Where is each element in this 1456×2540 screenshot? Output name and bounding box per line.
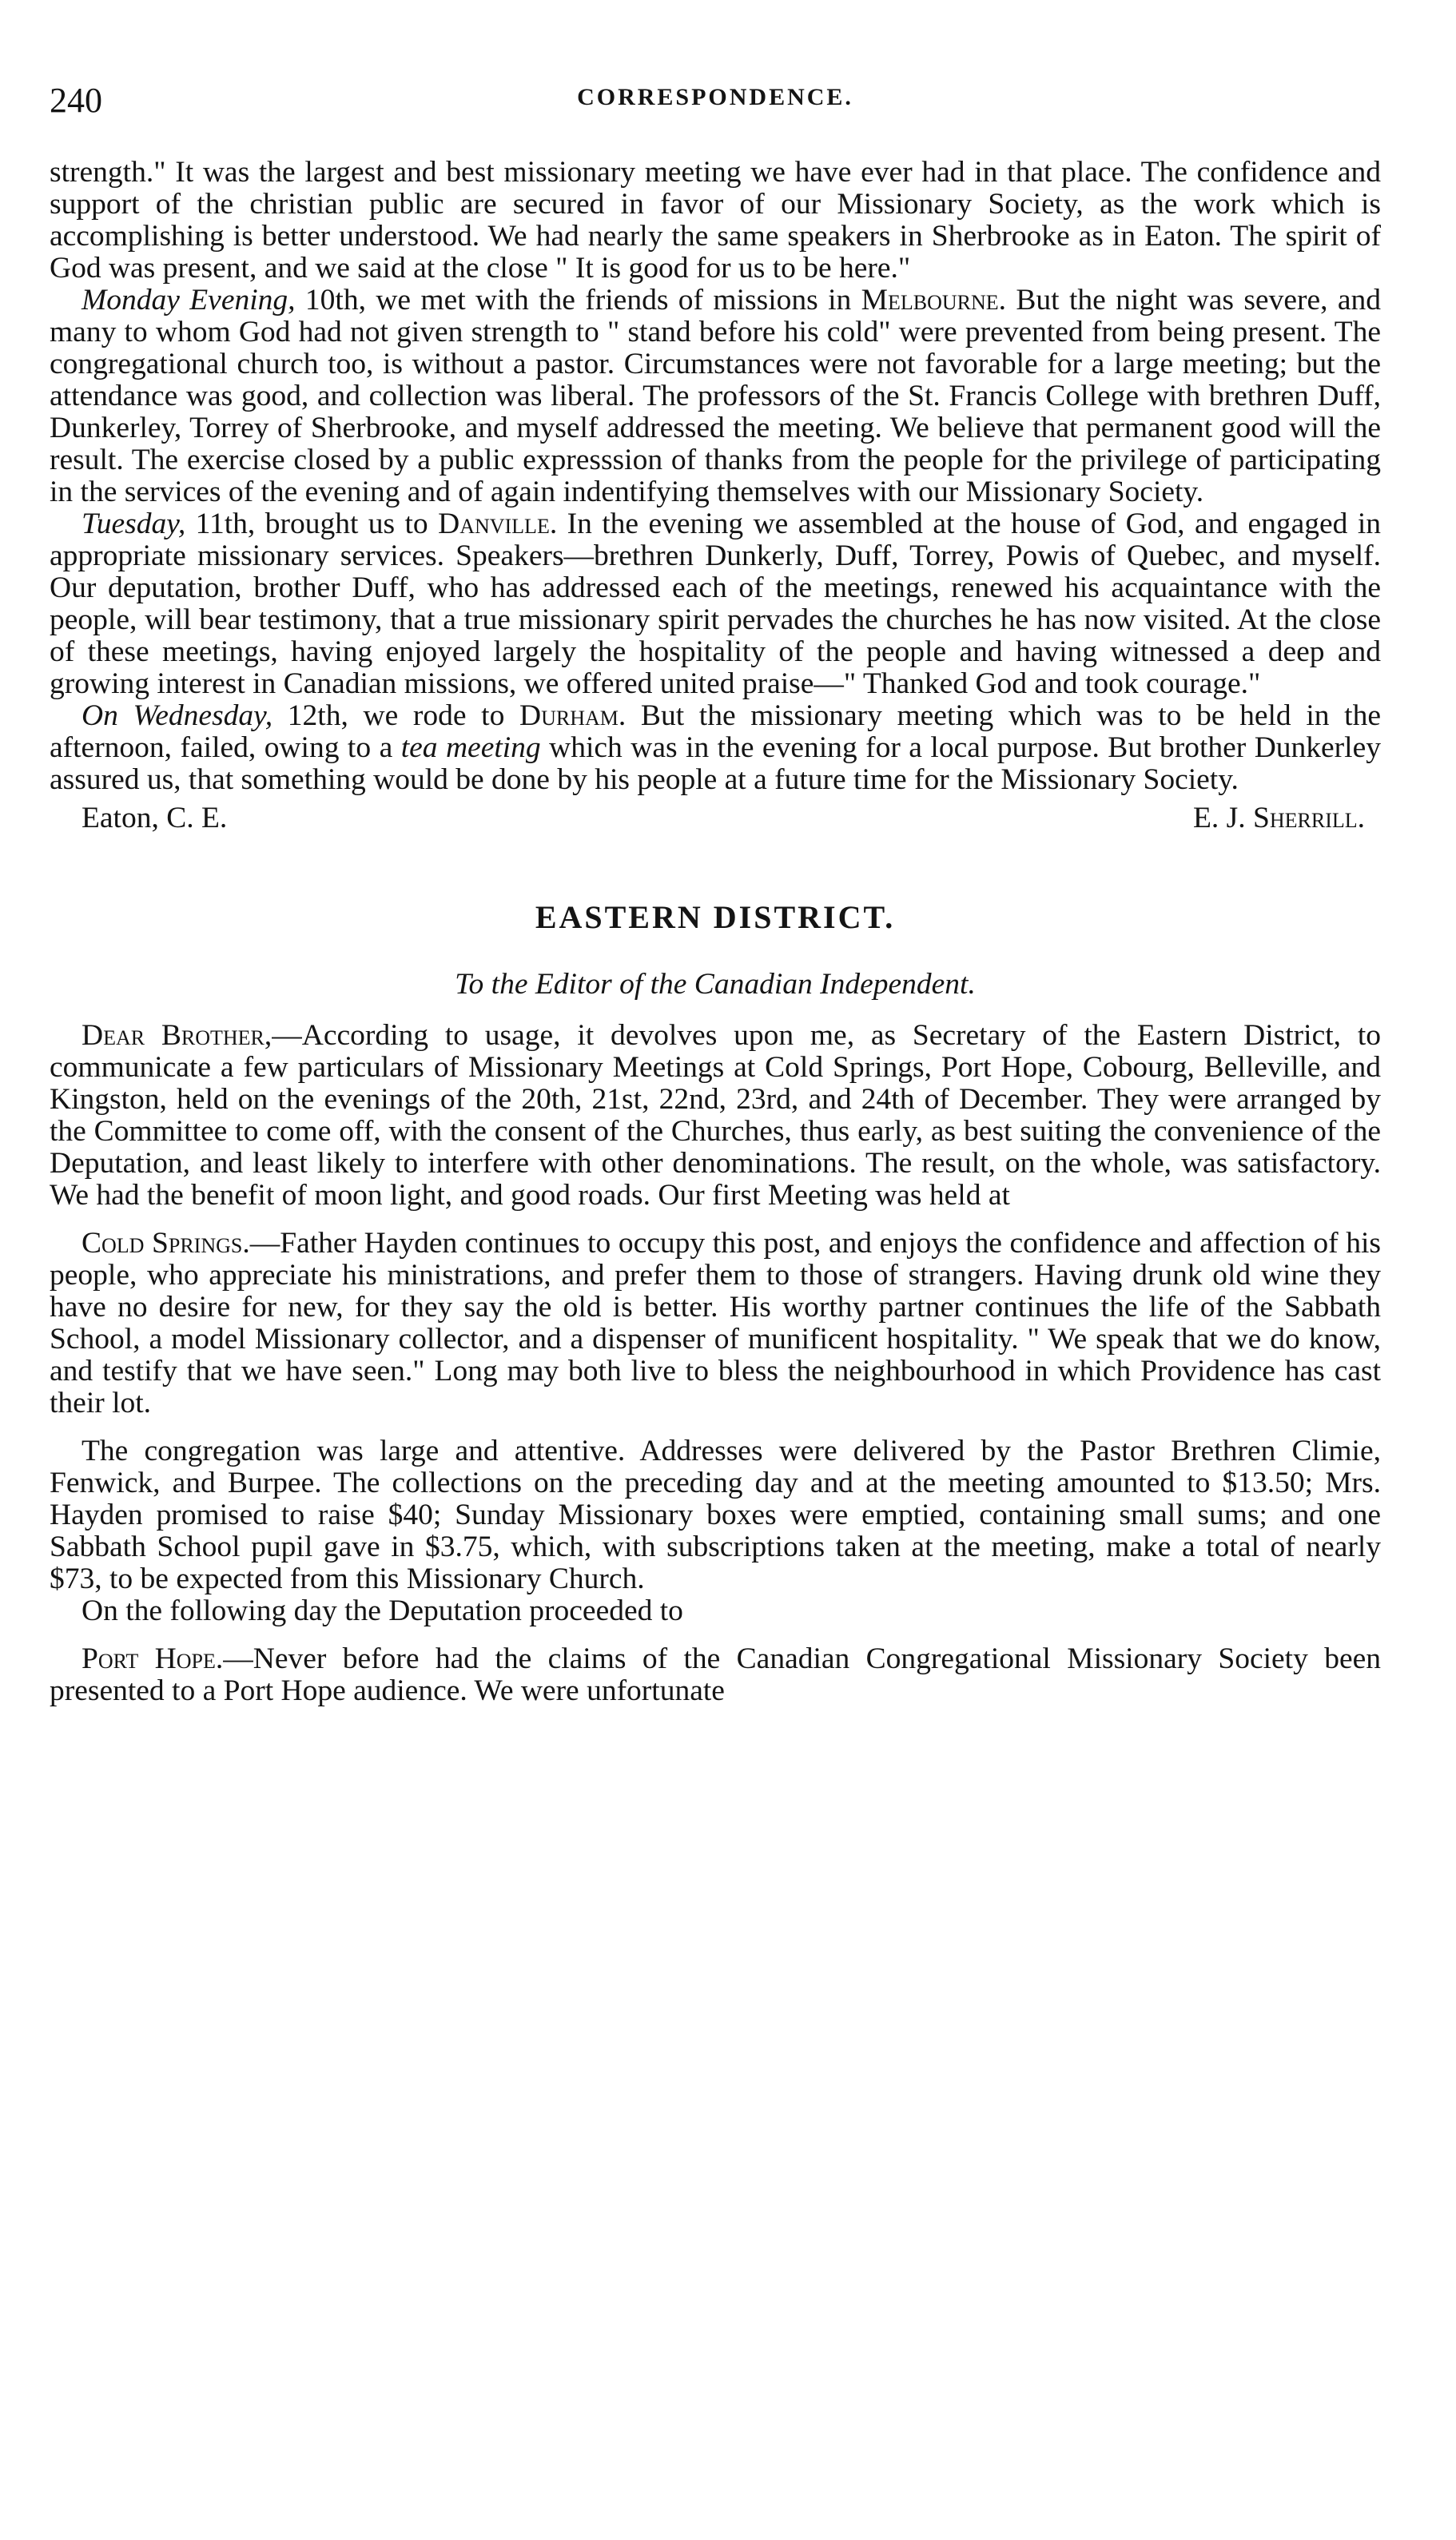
paragraph: Port Hope.—Never before had the claims of the Canadian Congregational Missionary Society been presented to a Port Hope audience. We were unfortunate [50,1642,1381,1707]
paragraph: On the following day the Deputation proceeded to [82,1594,683,1627]
day-label: On Wednesday, [82,699,273,732]
place-name: Cold Springs. [82,1227,250,1260]
running-title: CORRESPONDENCE. [577,84,853,110]
letter-sherrill [50,157,1381,834]
section-title: EASTERN DISTRICT. [535,899,896,935]
paragraph: Monday Evening, 10th, we met with the friends of missions in Melbourne. But the night was severe, and many to whom God had not given strength to " stand before his cold" were prevented from being present. The congregational church too, is without a pastor. Circumstances were not favorable for a large meeting; but the attendance was good, and collection was liberal. The professors of the St. Francis College with brethren Duff, Dunkerley, Torrey of Sherbrooke, and myself addressed the meeting. We believe that permanent good will the result. The exercise closed by a public expresssion of thanks from the people for the privilege of participating in the services of the evening and of again indentifying themselves with our Missionary Society. [50,284,1382,508]
paragraph: Tuesday, 11th, brought us to Danville. In the evening we assembled at the house of God, and engaged in appropriate missionary services. Speakers—brethren Dunkerly, Duff, Torrey, Powis of Quebec, and myself. Our deputation, brother Duff, who has addressed each of the meetings, renewed his acquaintance with the people, will bear testimony, that a true missionary spirit pervades the churches he has now visited. At the close of these meetings, having enjoyed largely the hospitality of the people and having witnessed a deep and growing interest in Canadian missions, we offered united praise—" Thanked God and took courage." [50,508,1382,700]
paragraph: Dear Brother,—According to usage, it devolves upon me, as Secretary of the Eastern District, to communicate a few particulars of Missionary Meetings at Cold Springs, Port Hope, Cobourg, Belleville, and Kingston, held on the evenings of the 20th, 21st, 22nd, 23rd, and 24th of December. They were arranged by the Committee to come off, with the consent of the Churches, thus early, as best suiting the convenience of the Deputation, and least likely to interfere with other denominations. The result, on the whole, was satisfactory. We had the benefit of moon light, and good roads. Our first Meeting was held at [50,1019,1381,1212]
place-name: Danville. [438,508,558,540]
emphasis: tea meeting [400,731,541,764]
page-number: 240 [50,81,102,120]
paragraph: Cold Springs.—Father Hayden continues to occupy this post, and enjoys the confidence and affection of his people, who appreciate his ministrations, and prefer them to those of strangers. Having drunk old wine they have no desire for new, for they say the old is better. His worthy partner continues the life of the Sabbath School, a model Missionary collector, and a dispenser of munificent hospitality. " We speak that we do know, and testify that we have seen." Long may both live to bless the neighbourhood in which Providence has cast their lot. [50,1227,1381,1419]
letter-place: Eaton, C. E. [82,802,228,834]
signoff [50,802,1381,834]
place-name: Durham. [519,699,627,732]
place-name: Port Hope. [82,1642,224,1675]
day-label: Monday Evening, [82,284,296,317]
paragraph: On Wednesday, 12th, we rode to Durham. But the missionary meeting which was to be held in the afternoon, failed, owing to a tea meeting which was in the evening for a local purpose. But brother Dunkerley assured us, that something would be done by his people at a future time for the Missionary Society. [50,699,1381,796]
signature: E. J. Sherrill. [1193,802,1365,834]
running-head [50,77,1381,125]
section-subtitle: To the Editor of the Canadian Independent. [455,968,976,1001]
paragraph: strength." It was the largest and best missionary meeting we have ever had in that place. The confidence and support of the christian public are secured in favor of our Missionary Society, as the work which is accomplishing is better understood. We had nearly the same speakers in Sherbrooke as in Eaton. The spirit of God was present, and we said at the close " It is good for us to be here." [50,156,1381,285]
place-name: Melbourne. [861,284,1007,317]
paragraph: The congregation was large and attentive. Addresses were delivered by the Pastor Brethren Climie, Fenwick, and Burpee. The collections on the preceding day and at the meeting amounted to $13.50; Mrs. Hayden promised to raise $40; Sunday Missionary boxes were emptied, containing small sums; and one Sabbath School pupil gave in $3.75, which, with subscriptions taken at the meeting, make a total of nearly $73, to be expected from this Missionary Church. [50,1435,1381,1595]
document-page [50,77,1381,1707]
letter-eastern-district [50,1020,1381,1707]
day-label: Tuesday, [82,508,186,540]
salutation: Dear Brother, [82,1019,273,1052]
